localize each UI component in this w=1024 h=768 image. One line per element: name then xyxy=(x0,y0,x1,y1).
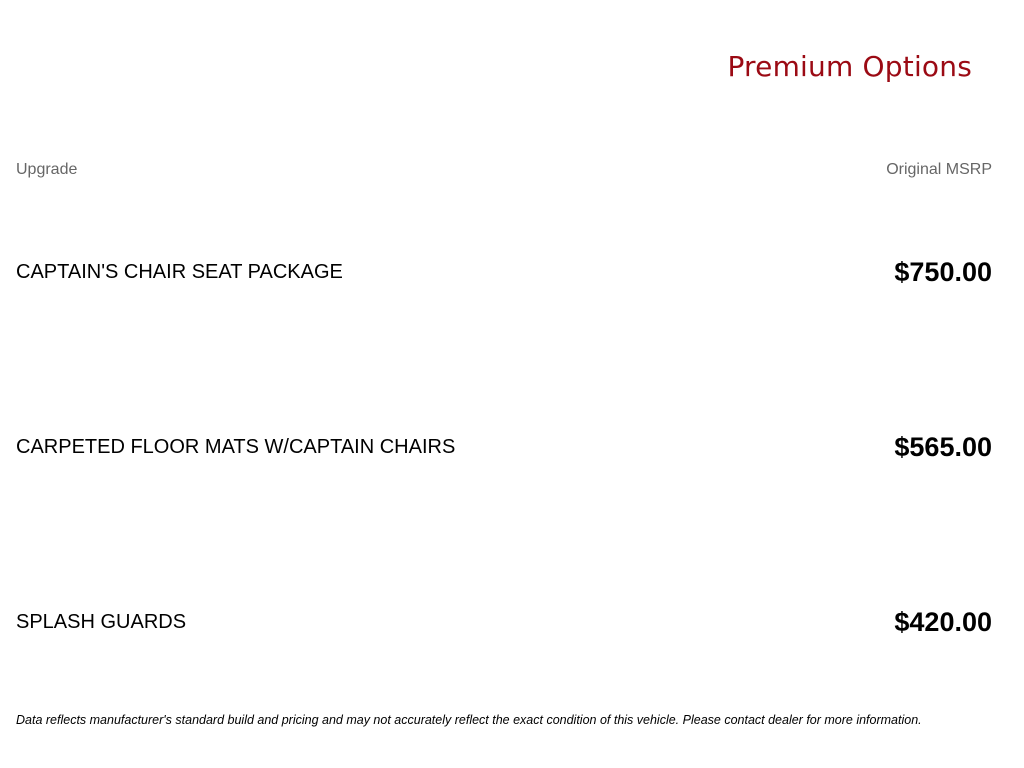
option-row xyxy=(16,254,992,290)
page-title: Premium Options xyxy=(727,50,972,83)
msrp-column-header: Original MSRP xyxy=(886,161,992,178)
option-price: $565.00 xyxy=(894,432,992,462)
option-price: $750.00 xyxy=(894,257,992,287)
option-name: SPLASH GUARDS xyxy=(16,611,187,633)
upgrade-column-header: Upgrade xyxy=(16,161,78,178)
option-name: CAPTAIN'S CHAIR SEAT PACKAGE xyxy=(16,261,343,283)
option-row xyxy=(16,604,992,640)
disclaimer-text: Data reflects manufacturer's standard build and pricing and may not accurately reflect the exact condition of this vehicle. Please contact dealer for more information. xyxy=(16,713,922,727)
option-name: CARPETED FLOOR MATS W/CAPTAIN CHAIRS xyxy=(16,436,456,458)
option-price: $420.00 xyxy=(894,607,992,637)
option-row xyxy=(16,429,992,465)
